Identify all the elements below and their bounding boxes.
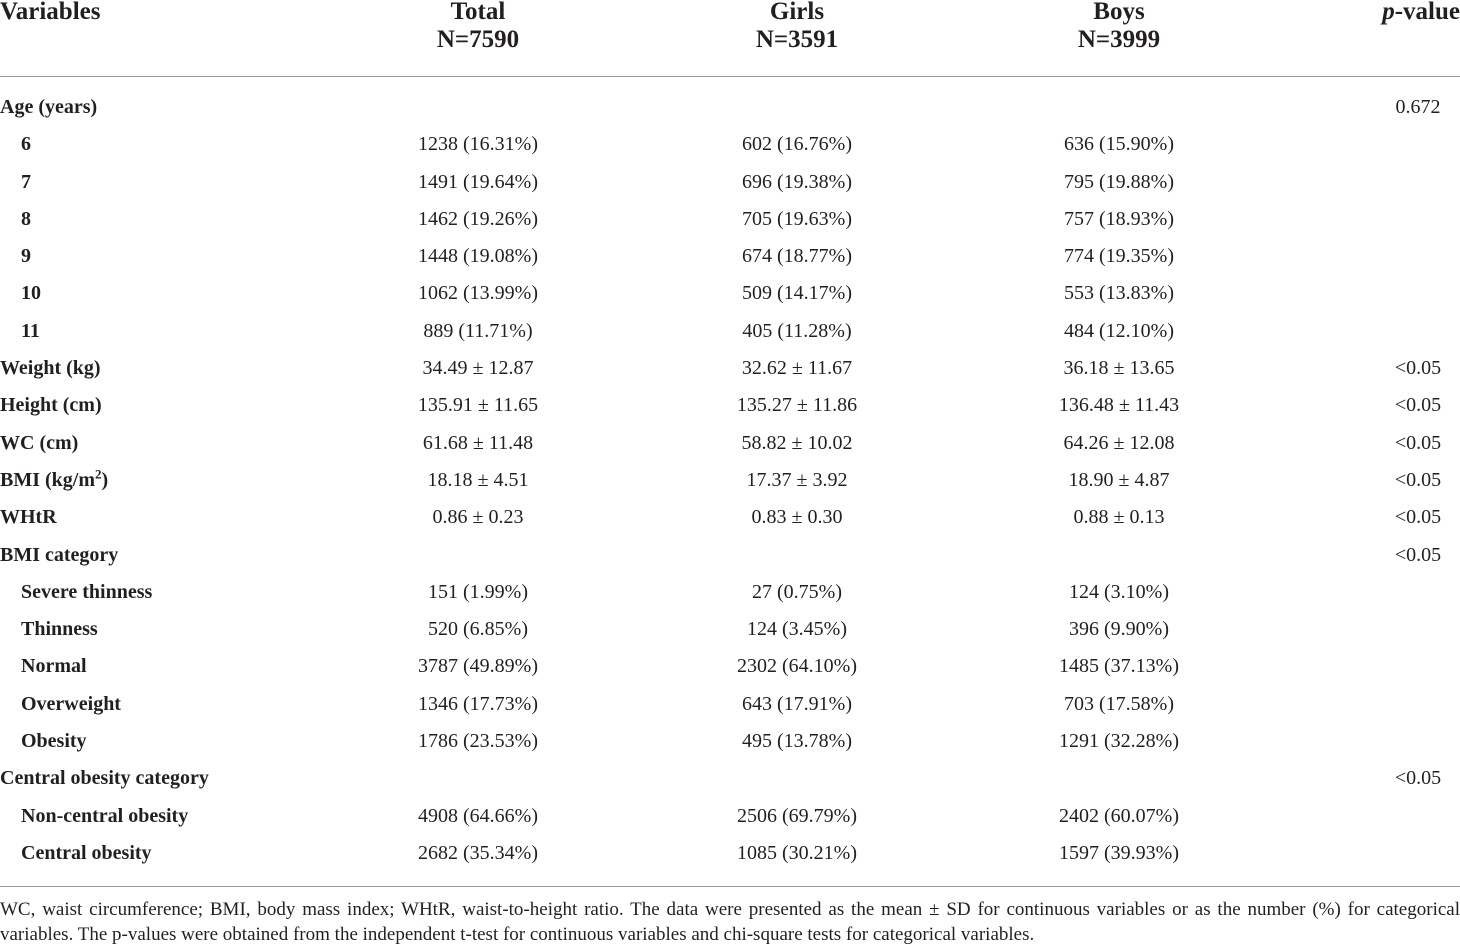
table-row (0, 648, 1460, 685)
row-label (0, 499, 57, 536)
cell-total: 0.86 ± 0.23 (432, 506, 524, 529)
cell-boys: 1597 (39.93%) (1059, 841, 1179, 864)
table-row (0, 835, 1460, 872)
table-row (0, 275, 1460, 312)
row-label-text: 7 (21, 170, 31, 193)
cell-boys: 36.18 ± 13.65 (1063, 357, 1175, 380)
cell-boys: 18.90 ± 4.87 (1068, 468, 1170, 491)
table-row (0, 798, 1460, 835)
row-label-text: Severe thinness (21, 580, 153, 603)
cell-boys: 64.26 ± 12.08 (1063, 431, 1175, 454)
row-label-text: Obesity (21, 730, 87, 753)
table-row (0, 723, 1460, 760)
header-p-value (1340, 0, 1460, 26)
cell-girls: 1085 (30.21%) (737, 841, 857, 864)
row-label-text: WC (cm) (0, 431, 79, 454)
header-boys-n: N=3999 (1077, 26, 1161, 53)
cell-total: 1062 (13.99%) (418, 282, 538, 305)
table-row (0, 611, 1460, 648)
table-row (0, 313, 1460, 350)
cell-girls: 696 (19.38%) (742, 170, 852, 193)
row-label-suffix: ) (101, 468, 109, 491)
cell-total: 135.91 ± 11.65 (417, 394, 539, 417)
table-footnote: WC, waist circumference; BMI, body mass index; WHtR, waist-to-height ratio. The data were presented as the mean ± SD for continuous variables or as the number (%) for categorical variables. The p-values were obtained from the independent t-test for continuous variables and chi-square tests for categorical variables. (0, 886, 1460, 947)
row-label-text: WHtR (0, 506, 57, 529)
cell-boys: 136.48 ± 11.43 (1058, 394, 1180, 417)
row-label (21, 313, 40, 350)
cell-girls: 58.82 ± 10.02 (741, 431, 853, 454)
row-label-text: Central obesity (21, 841, 152, 864)
cell-girls: 509 (14.17%) (742, 282, 852, 305)
cell-total: 4908 (64.66%) (418, 804, 538, 827)
cell-girls: 705 (19.63%) (742, 207, 852, 230)
table-row (0, 164, 1460, 201)
row-label (21, 574, 152, 611)
cell-p-value: 0.672 (1395, 96, 1441, 118)
header-total-n: N=7590 (436, 26, 520, 53)
cell-boys: 636 (15.90%) (1064, 133, 1174, 156)
cell-total: 1462 (19.26%) (418, 207, 538, 230)
cell-total: 1448 (19.08%) (418, 245, 538, 268)
table-body (0, 77, 1460, 872)
cell-total: 1786 (23.53%) (418, 730, 538, 753)
cell-girls: 0.83 ± 0.30 (751, 506, 843, 529)
row-label (21, 238, 31, 275)
table-row (0, 238, 1460, 275)
cell-total: 61.68 ± 11.48 (422, 431, 534, 454)
cell-total: 2682 (35.34%) (418, 841, 538, 864)
table-row (0, 89, 1460, 126)
table-row (0, 462, 1460, 499)
row-label (21, 164, 31, 201)
cell-p-value: <0.05 (1394, 431, 1442, 454)
cell-total: 889 (11.71%) (423, 319, 533, 342)
table-row (0, 574, 1460, 611)
row-label (0, 89, 97, 126)
cell-total: 151 (1.99%) (428, 580, 528, 603)
cell-boys: 795 (19.88%) (1064, 170, 1174, 193)
header-p-italic: p (1382, 0, 1395, 25)
row-label-text: Central obesity category (0, 767, 209, 790)
row-label-text: 9 (21, 245, 31, 268)
table-row (0, 201, 1460, 238)
row-label-text: Height (cm) (0, 394, 102, 417)
row-label (21, 201, 31, 238)
table-row (0, 760, 1460, 797)
cell-p-value: <0.05 (1394, 468, 1442, 491)
row-label-text: BMI (kg/m (0, 468, 95, 491)
row-label-text: BMI category (0, 543, 119, 566)
cell-boys: 1291 (32.28%) (1059, 730, 1179, 753)
row-label (21, 611, 98, 648)
cell-boys: 774 (19.35%) (1064, 245, 1174, 268)
row-label-text: 8 (21, 207, 31, 230)
row-label-text: Thinness (21, 618, 98, 641)
row-label-text: 11 (21, 319, 40, 342)
header-girls (702, 0, 892, 54)
cell-p-value: <0.05 (1394, 506, 1442, 529)
row-label-text: 6 (21, 133, 31, 156)
row-label (0, 350, 101, 387)
row-label (21, 723, 87, 760)
cell-boys: 553 (13.83%) (1064, 282, 1174, 305)
header-variables: Variables (0, 0, 101, 25)
cell-p-value: <0.05 (1394, 543, 1442, 566)
cell-boys: 0.88 ± 0.13 (1073, 506, 1165, 529)
row-label-text: Non-central obesity (21, 804, 189, 827)
table-row (0, 350, 1460, 387)
header-girls-n: N=3591 (755, 26, 839, 53)
cell-boys: 484 (12.10%) (1064, 319, 1174, 342)
table-row (0, 537, 1460, 574)
row-label (21, 686, 121, 723)
cell-girls: 17.37 ± 3.92 (746, 468, 848, 491)
cell-girls: 2302 (64.10%) (737, 655, 857, 678)
row-label-text: Weight (kg) (0, 357, 101, 380)
table-row (0, 425, 1460, 462)
cell-girls: 2506 (69.79%) (737, 804, 857, 827)
header-total (383, 0, 573, 54)
cell-girls: 674 (18.77%) (742, 245, 852, 268)
cell-boys: 757 (18.93%) (1064, 207, 1174, 230)
cell-girls: 124 (3.45%) (747, 618, 847, 641)
cell-girls: 32.62 ± 11.67 (741, 357, 853, 380)
row-label (0, 537, 118, 574)
row-label (21, 798, 188, 835)
cell-girls: 135.27 ± 11.86 (736, 394, 858, 417)
row-label (21, 126, 31, 163)
cell-boys: 396 (9.90%) (1069, 618, 1169, 641)
header-total-label: Total (450, 0, 506, 25)
header-p-rest: -value (1394, 0, 1460, 25)
row-label (0, 425, 78, 462)
table-row (0, 499, 1460, 536)
cell-girls: 643 (17.91%) (742, 692, 852, 715)
row-label (0, 387, 102, 424)
header-boys (1024, 0, 1214, 54)
cell-p-value: <0.05 (1394, 394, 1442, 417)
cell-total: 1238 (16.31%) (418, 133, 538, 156)
cell-boys: 124 (3.10%) (1069, 580, 1169, 603)
row-label-text: Age (years) (0, 96, 98, 118)
cell-total: 1346 (17.73%) (418, 692, 538, 715)
row-label (21, 275, 41, 312)
header-boys-label: Boys (1093, 0, 1145, 25)
row-label (0, 760, 209, 797)
cell-boys: 1485 (37.13%) (1059, 655, 1179, 678)
cell-total: 34.49 ± 12.87 (422, 357, 534, 380)
cell-boys: 703 (17.58%) (1064, 692, 1174, 715)
cell-p-value: <0.05 (1394, 767, 1442, 790)
row-label (21, 835, 152, 872)
cell-girls: 602 (16.76%) (742, 133, 852, 156)
cell-girls: 495 (13.78%) (742, 730, 852, 753)
table-row (0, 686, 1460, 723)
row-label (21, 648, 87, 685)
table-row (0, 126, 1460, 163)
cell-total: 18.18 ± 4.51 (427, 468, 529, 491)
cell-boys: 2402 (60.07%) (1059, 804, 1179, 827)
table-header (0, 0, 1460, 77)
row-label-text: 10 (21, 282, 41, 305)
row-label (0, 462, 108, 499)
table-row (0, 387, 1460, 424)
cell-total: 1491 (19.64%) (418, 170, 538, 193)
row-label-text: Overweight (21, 692, 121, 715)
cell-p-value: <0.05 (1394, 357, 1442, 380)
cell-total: 3787 (49.89%) (418, 655, 538, 678)
cell-total: 520 (6.85%) (428, 618, 528, 641)
row-label-text: Normal (21, 655, 87, 678)
header-girls-label: Girls (769, 0, 825, 25)
cell-girls: 405 (11.28%) (742, 319, 852, 342)
row-label-superscript: 2 (95, 466, 102, 482)
cell-girls: 27 (0.75%) (752, 580, 842, 603)
